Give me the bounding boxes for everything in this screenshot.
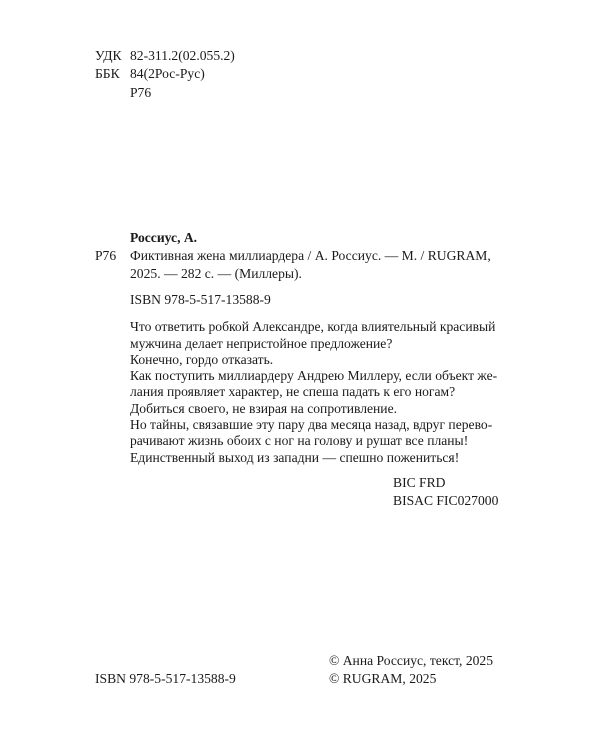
footer-isbn: ISBN 978-5-517-13588-9: [95, 671, 236, 686]
annotation-line: Добиться своего, не взирая на сопротивление.: [130, 401, 398, 416]
bisac-code: BISAC FIC027000: [393, 493, 499, 508]
catalog-line-2: 2025. — 282 с. — (Миллеры).: [130, 266, 302, 281]
catalog-code: Р76: [95, 248, 117, 263]
author-sign: Р76: [130, 85, 152, 100]
copyright-publisher: © RUGRAM, 2025: [329, 671, 437, 686]
udk-label: УДК: [95, 48, 122, 63]
annotation-line: Что ответить робкой Александре, когда влиятельный красивый: [130, 319, 496, 334]
annotation-line: мужчина делает непристойное предложение?: [130, 336, 393, 351]
bic-code: BIC FRD: [393, 475, 446, 490]
annotation-line: Единственный выход из западни — спешно пожениться!: [130, 450, 460, 465]
catalog-author: Россиус, А.: [130, 230, 198, 245]
annotation-line: Но тайны, связавшие эту пару два месяца назад, вдруг перево-: [130, 417, 493, 432]
annotation-line: Как поступить миллиардеру Андрею Миллеру, если объект же-: [130, 368, 498, 383]
catalog-isbn: ISBN 978-5-517-13588-9: [130, 292, 271, 307]
annotation-line: лания проявляет характер, не спеша падать к его ногам?: [130, 384, 456, 399]
annotation-line: рачивают жизнь обоих с ног на голову и рушат все планы!: [130, 433, 469, 448]
annotation-line: Конечно, гордо отказать.: [130, 352, 274, 367]
catalog-line-1: Фиктивная жена миллиардера / А. Россиус. — М. / RUGRAM,: [130, 248, 491, 263]
bbk-label: ББК: [95, 66, 120, 81]
bbk-value: 84(2Рос-Рус): [130, 66, 205, 81]
udk-value: 82-311.2(02.055.2): [130, 48, 235, 63]
copyright-text: © Анна Россиус, текст, 2025: [329, 653, 494, 668]
